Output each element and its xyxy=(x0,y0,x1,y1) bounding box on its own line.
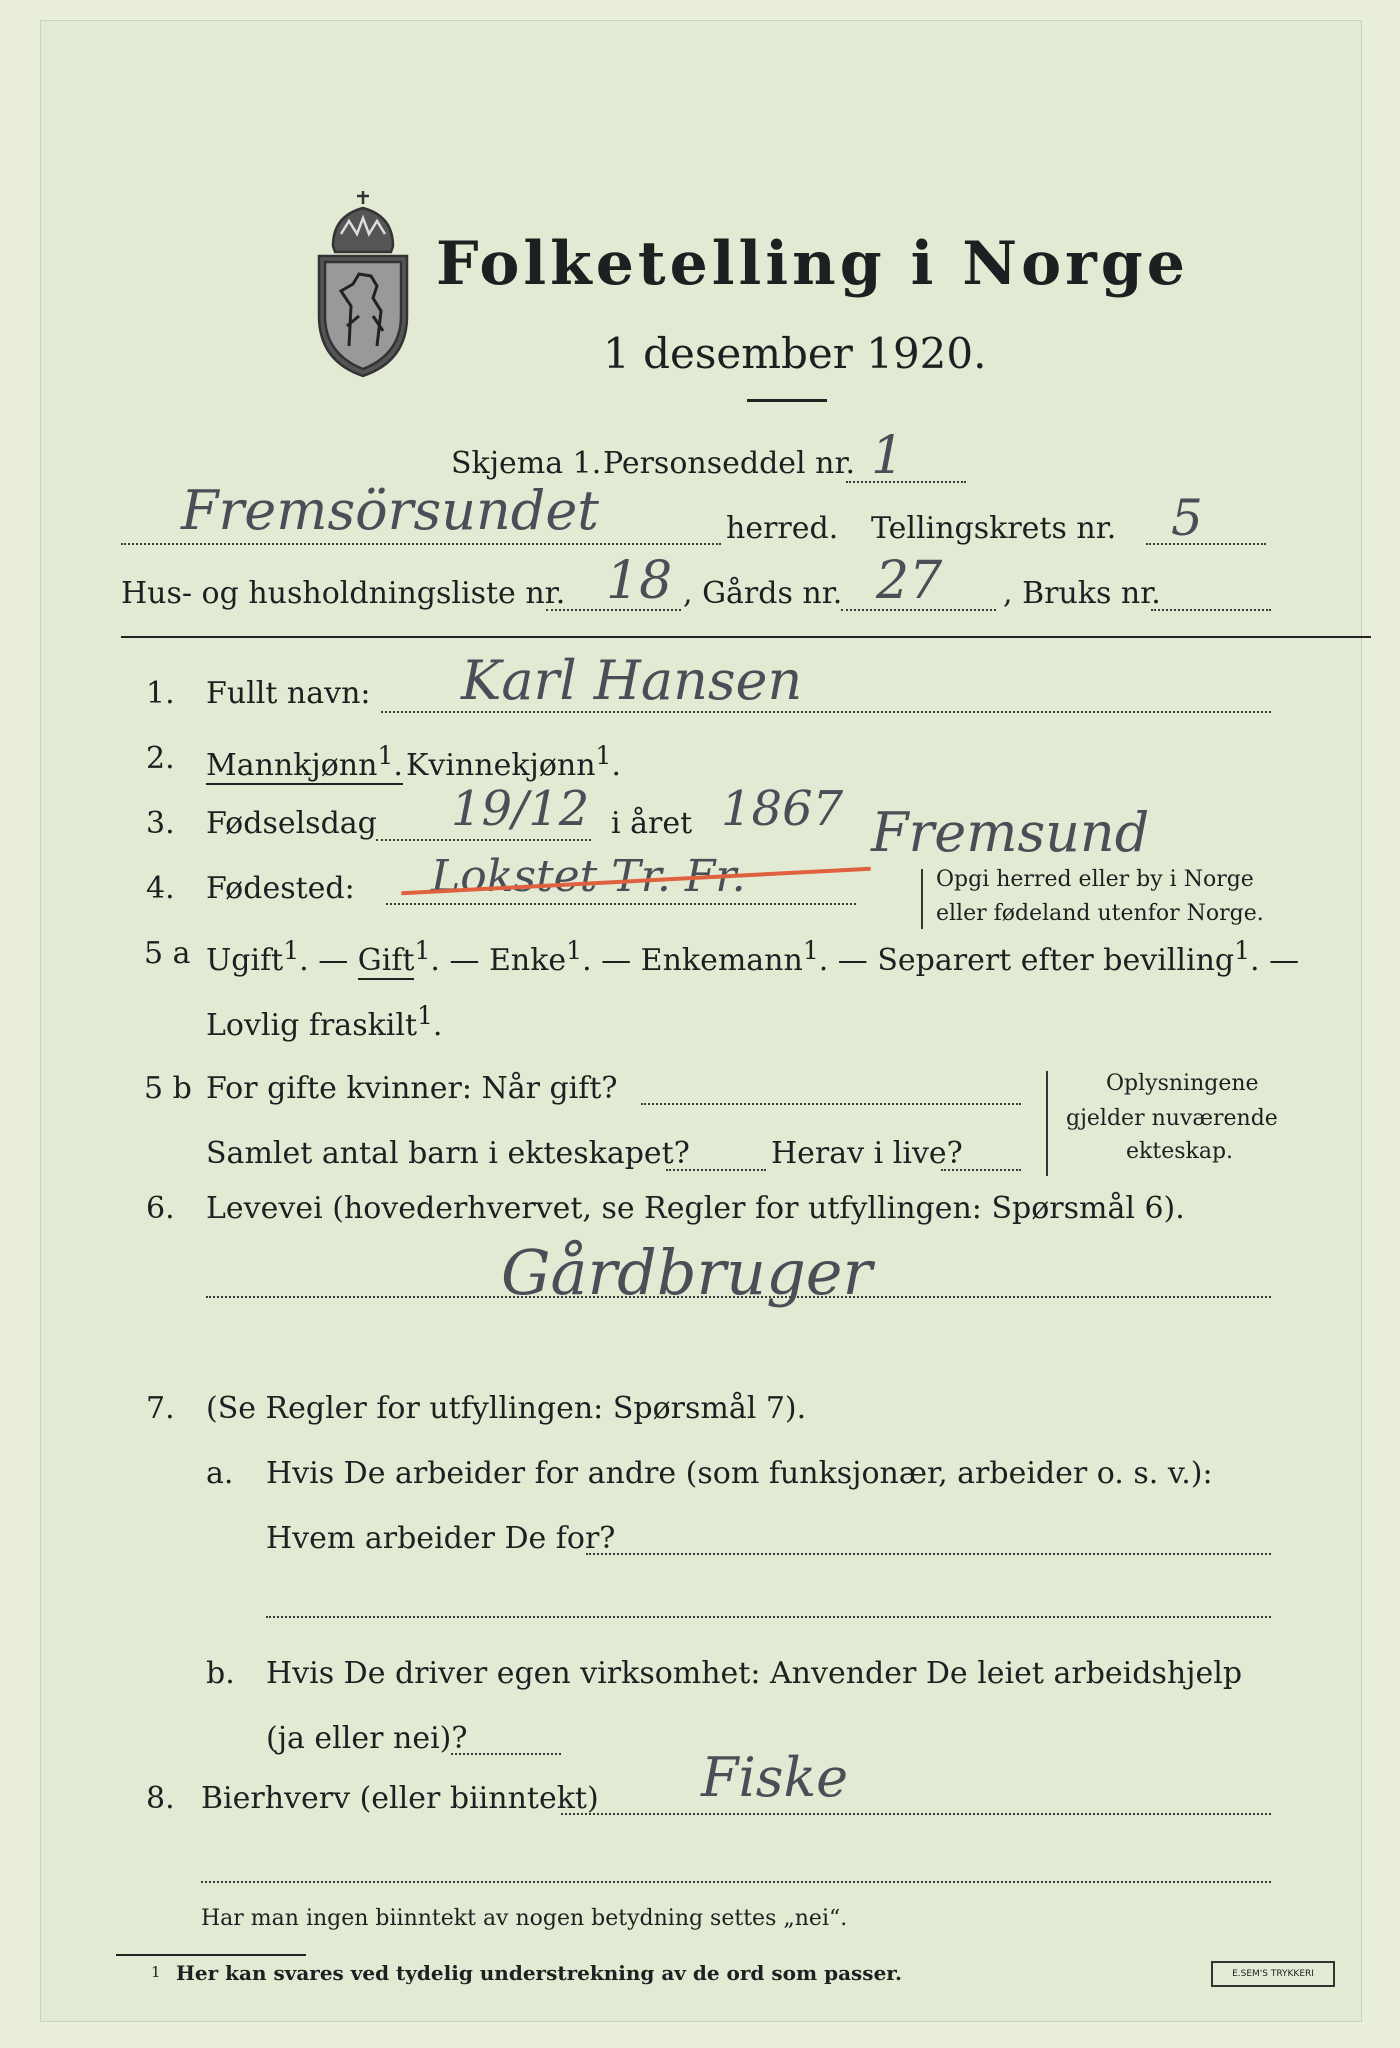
tellingskrets-label: Tellingskrets nr. xyxy=(871,511,1117,546)
q4-struck-value: Lokstet Tr. Fr. xyxy=(431,851,746,902)
printer-stamp: E.SEM'S TRYKKERI xyxy=(1211,1961,1335,1987)
q3-day[interactable]: 19/12 xyxy=(451,781,590,837)
q2-mann[interactable]: Mannkjønn$^1$. xyxy=(206,741,403,783)
q8-dots xyxy=(561,1813,1271,1815)
q7b-label: Hvis De driver egen virksomhet: Anvender De leiet arbeidshjelp xyxy=(266,1656,1243,1691)
q3-year[interactable]: 1867 xyxy=(721,781,844,837)
personseddel-dots xyxy=(846,481,966,483)
q5b-brace xyxy=(1046,1071,1048,1176)
schema-label: Skjema 1. xyxy=(451,446,602,481)
q5a-enke[interactable]: Enke xyxy=(489,943,567,978)
tellingskrets-value[interactable]: 5 xyxy=(1171,489,1203,547)
header-rule xyxy=(121,636,1371,638)
footer-note: Har man ingen biinntekt av nogen betydning settes „nei“. xyxy=(201,1906,848,1931)
footnote: Her kan svares ved tydelig understrekning av de ord som passer. xyxy=(176,1961,902,1985)
q4-value[interactable]: Fremsund xyxy=(871,801,1150,864)
q1-label: Fullt navn: xyxy=(206,676,371,711)
q4-brace xyxy=(921,869,923,929)
q5b-barn-dots xyxy=(666,1169,766,1171)
q8-extra-dots xyxy=(201,1881,1271,1883)
q4-number: 4. xyxy=(146,871,175,906)
personseddel-value[interactable]: 1 xyxy=(871,426,905,486)
q5b-live-label: Herav i live? xyxy=(771,1136,963,1171)
q4-label: Fødested: xyxy=(206,871,355,906)
q5b-note-1: Oplysningene xyxy=(1106,1071,1259,1096)
herred-label: herred. xyxy=(726,511,839,546)
q2-number: 2. xyxy=(146,741,175,776)
q7a-letter: a. xyxy=(206,1456,234,1491)
hus-label: Hus- og husholdningsliste nr. xyxy=(121,576,566,611)
q7-label: (Se Regler for utfyllingen: Spørsmål 7). xyxy=(206,1391,807,1426)
q7b-letter: b. xyxy=(206,1656,235,1691)
form-date: 1 desember 1920. xyxy=(603,329,987,378)
q3-label: Fødselsdag xyxy=(206,806,377,841)
q6-number: 6. xyxy=(146,1191,175,1226)
q5b-live-dots xyxy=(941,1169,1021,1171)
q2-kvinne[interactable]: Kvinnekjønn$^1$. xyxy=(406,741,621,783)
gards-value[interactable]: 27 xyxy=(876,551,943,611)
q5a-options: Ugift$^1$. — Gift$^1$. — Enke$^1$. — Enkemann$^1$. — Separert efter bevilling$^1$. — xyxy=(206,936,1300,978)
q5b-label: For gifte kvinner: Når gift? xyxy=(206,1071,618,1106)
q5b-gift-dots xyxy=(641,1103,1021,1105)
q5b-note-2: gjelder nuværende xyxy=(1066,1106,1278,1131)
q5a-number: 5 a xyxy=(144,936,191,971)
tellingskrets-dots xyxy=(1146,543,1266,545)
q8-value[interactable]: Fiske xyxy=(701,1746,849,1809)
q3-year-label: i året xyxy=(611,806,693,841)
coat-of-arms-icon xyxy=(311,186,416,381)
bruks-label: , Bruks nr. xyxy=(1003,576,1161,611)
q1-value[interactable]: Karl Hansen xyxy=(461,649,803,712)
footer-rule xyxy=(116,1954,306,1956)
q3-day-dots xyxy=(376,839,591,841)
q7a-hvem: Hvem arbeider De for? xyxy=(266,1521,616,1556)
herred-dots xyxy=(121,543,721,545)
q5a-gift[interactable]: Gift xyxy=(357,943,415,978)
q6-value[interactable]: Gårdbruger xyxy=(501,1236,873,1309)
q6-label: Levevei (hovederhvervet, se Regler for utfyllingen: Spørsmål 6). xyxy=(206,1191,1185,1226)
q7b-ja: (ja eller nei)? xyxy=(266,1721,468,1756)
q5a-fraskilt[interactable]: Lovlig fraskilt$^1$. xyxy=(206,1001,443,1043)
q7b-dots xyxy=(451,1753,561,1755)
q5b-note-3: ekteskap. xyxy=(1126,1139,1234,1164)
form-title: Folketelling i Norge xyxy=(436,229,1189,299)
hus-value[interactable]: 18 xyxy=(606,551,673,611)
q7a-extra-dots xyxy=(266,1616,1271,1618)
gards-label: , Gårds nr. xyxy=(683,576,843,611)
q5a-ugift[interactable]: Ugift xyxy=(206,943,284,978)
personseddel-label: Personseddel nr. xyxy=(603,446,856,481)
q4-dots xyxy=(386,903,856,905)
q5b-barn-label: Samlet antal barn i ekteskapet? xyxy=(206,1136,690,1171)
q3-number: 3. xyxy=(146,806,175,841)
q8-number: 8. xyxy=(146,1781,175,1816)
q1-number: 1. xyxy=(146,676,175,711)
q4-note-1: Opgi herred eller by i Norge xyxy=(936,867,1254,892)
q7a-label: Hvis De arbeider for andre (som funksjonær, arbeider o. s. v.): xyxy=(266,1456,1213,1491)
q8-label: Bierhverv (eller biinntekt) xyxy=(201,1781,599,1816)
q5b-number: 5 b xyxy=(144,1071,192,1106)
q5a-separert[interactable]: Separert efter bevilling xyxy=(877,943,1235,978)
bruks-dots xyxy=(1151,609,1271,611)
herred-value[interactable]: Fremsörsundet xyxy=(181,479,599,542)
footnote-mark: 1 xyxy=(151,1963,161,1981)
q7a-hvem-dots xyxy=(586,1553,1271,1555)
census-form xyxy=(40,20,1362,2022)
q4-note-2: eller fødeland utenfor Norge. xyxy=(936,901,1264,926)
q5a-enkemann[interactable]: Enkemann xyxy=(640,943,803,978)
title-divider xyxy=(747,399,827,402)
q7-number: 7. xyxy=(146,1391,175,1426)
